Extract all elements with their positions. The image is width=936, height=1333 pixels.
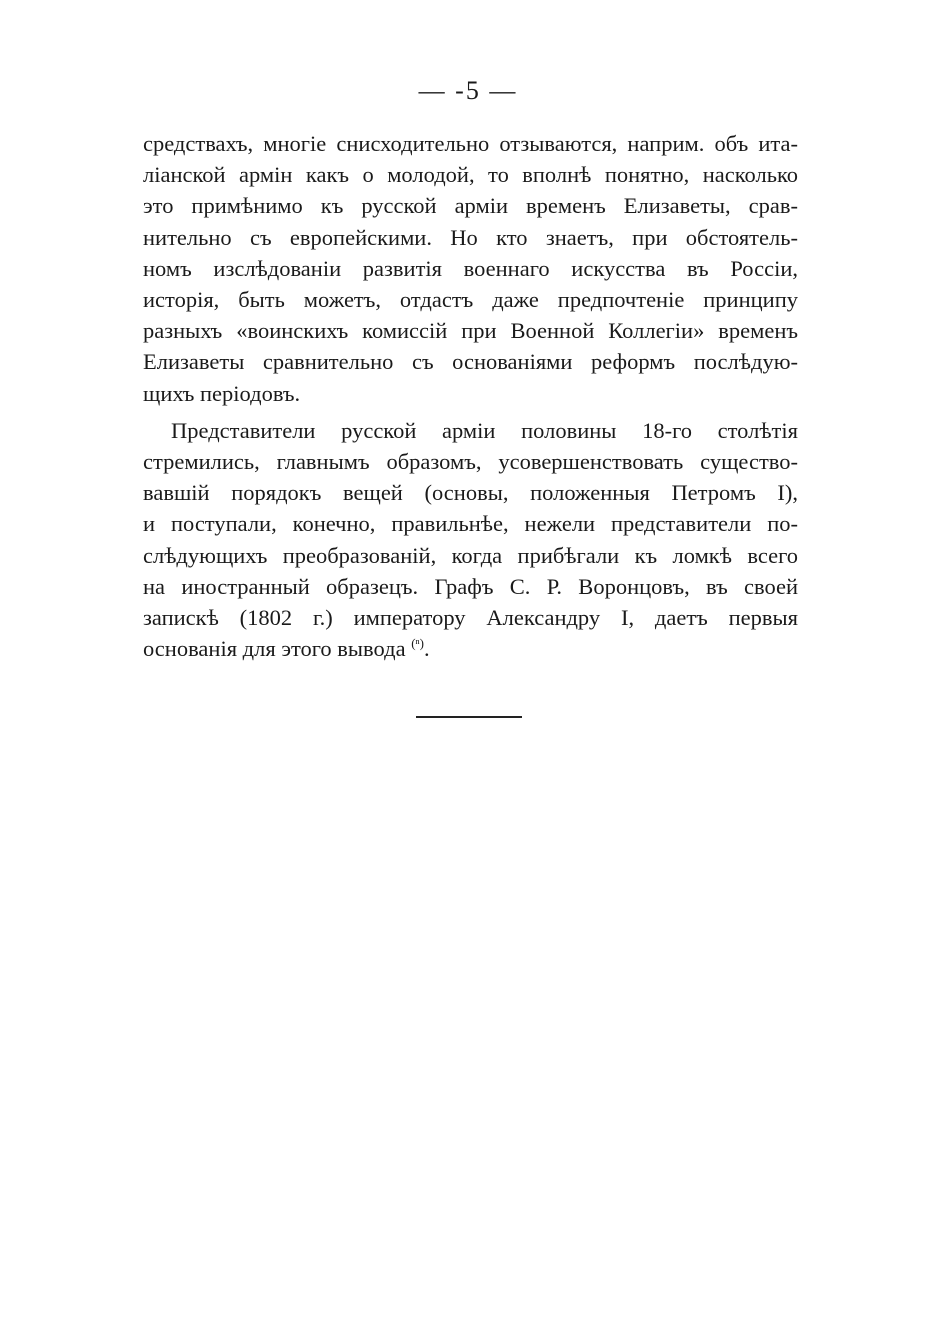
- text-line: вавшій порядокъ вещей (основы, положенныя Петромъ I),: [143, 480, 798, 506]
- text-line: разныхъ «воинскихъ комиссій при Военной Коллегіи» временъ: [143, 318, 798, 344]
- text-line: и поступали, конечно, правильнѣе, нежели представители по-: [143, 511, 798, 537]
- text-line-final: [143, 633, 798, 664]
- text-line: нительно съ европейскими. Но кто знаетъ, при обстоятель-: [143, 224, 798, 250]
- body-text: [143, 128, 798, 664]
- text-line: это примѣнимо къ русской арміи временъ Елизаветы, срав-: [143, 193, 798, 219]
- sentence-end: .: [423, 636, 430, 662]
- text-line: стремились, главнымъ образомъ, усовершенствовать существо-: [143, 449, 798, 475]
- text-line: Представители русской арміи половины 18-го столѣтія: [171, 417, 798, 443]
- footnote-reference: (ⁿ): [411, 635, 424, 651]
- text-line: исторія, быть можетъ, отдастъ даже предпочтеніе принципу: [143, 287, 798, 313]
- paragraph-1: [143, 128, 798, 409]
- page-number: — -5 —: [418, 76, 518, 105]
- text-line: щихъ періодовъ.: [143, 380, 301, 406]
- text-line: слѣдующихъ преобразованій, когда прибѣгали къ ломкѣ всего: [143, 542, 798, 568]
- text-line: средствахъ, многіе снисходительно отзываются, наприм. объ ита-: [143, 131, 798, 156]
- text-line: Елизаветы сравнительно съ основаніями реформъ послѣдую-: [143, 349, 798, 375]
- text-line: ліанской армін какъ о молодой, то вполнѣ понятно, насколько: [143, 162, 798, 188]
- section-end-rule: [416, 716, 522, 718]
- paragraph-2: [143, 415, 798, 665]
- text-line: на иностранный образецъ. Графъ С. Р. Воронцовъ, въ своей: [143, 573, 798, 599]
- text-line: запискѣ (1802 г.) императору Александру I, даетъ первыя: [143, 605, 798, 631]
- text-line: номъ изслѣдованіи развитія военнаго искусства въ Россіи,: [143, 255, 798, 281]
- text-fragment: основанія для этого вывода: [143, 636, 406, 662]
